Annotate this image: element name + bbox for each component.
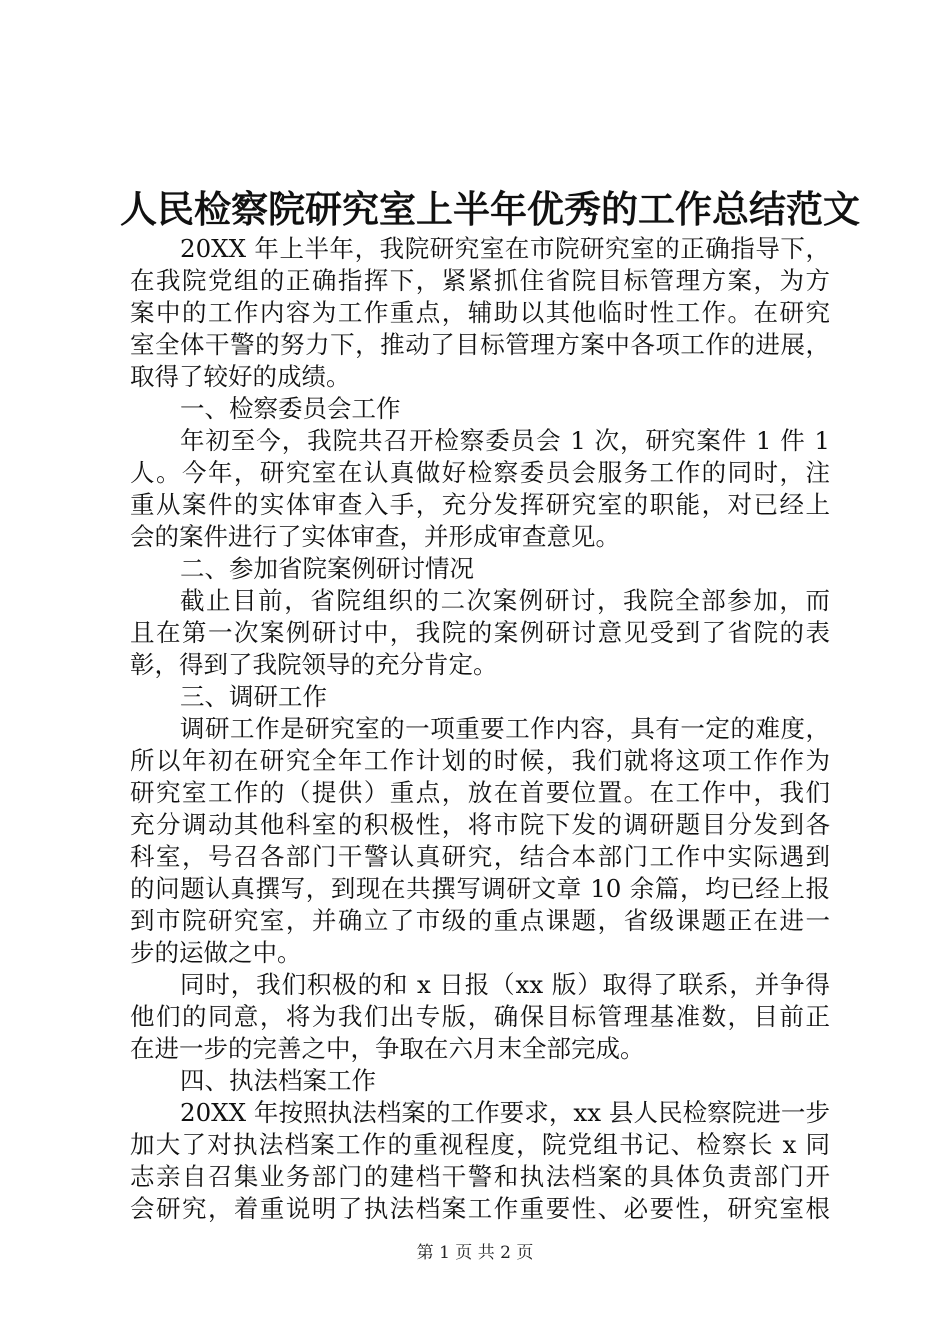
- paragraph-line: 科室，号召各部门干警认真研究，结合本部门工作中实际遇到: [130, 842, 830, 871]
- paragraph-line: 同时，我们积极的和 x 日报（xx 版）取得了联系，并争得: [180, 970, 830, 999]
- paragraph-line: 重从案件的实体审查入手，充分发挥研究室的职能，对已经上: [130, 490, 830, 519]
- paragraph-line: 他们的同意，将为我们出专版，确保目标管理基准数，目前正: [130, 1002, 830, 1031]
- paragraph-line: 会的案件进行了实体审查，并形成审查意见。: [130, 522, 620, 551]
- paragraph-line: 年初至今，我院共召开检察委员会 1 次，研究案件 1 件 1: [180, 426, 830, 455]
- paragraph-line: 且在第一次案例研讨中，我院的案例研讨意见受到了省院的表: [130, 618, 830, 647]
- section-heading: 一、检察委员会工作: [180, 394, 401, 423]
- paragraph-line: 加大了对执法档案工作的重视程度，院党组书记、检察长 x 同: [130, 1130, 830, 1159]
- paragraph-line: 人。今年，研究室在认真做好检察委员会服务工作的同时，注: [130, 458, 830, 487]
- paragraph-line: 20XX 年按照执法档案的工作要求，xx 县人民检察院进一步: [180, 1098, 830, 1127]
- paragraph-line: 步的运做之中。: [130, 938, 302, 967]
- section-heading: 三、调研工作: [180, 682, 327, 711]
- paragraph-line: 所以年初在研究全年工作计划的时候，我们就将这项工作作为: [130, 746, 830, 775]
- paragraph-line: 在进一步的完善之中，争取在六月末全部完成。: [130, 1034, 645, 1063]
- document-body: [130, 233, 830, 1225]
- paragraph-line: 截止目前，省院组织的二次案例研讨，我院全部参加，而: [180, 586, 830, 615]
- paragraph-line: 到市院研究室，并确立了市级的重点课题，省级课题正在进一: [130, 906, 830, 935]
- paragraph-line: 充分调动其他科室的积极性，将市院下发的调研题目分发到各: [130, 810, 830, 839]
- paragraph-line: 志亲自召集业务部门的建档干警和执法档案的具体负责部门开: [130, 1162, 830, 1191]
- paragraph-line: 室全体干警的努力下，推动了目标管理方案中各项工作的进展，: [130, 330, 830, 359]
- paragraph-line: 案中的工作内容为工作重点，辅助以其他临时性工作。在研究: [130, 298, 830, 327]
- paragraph-line: 研究室工作的（提供）重点，放在首要位置。在工作中，我们: [130, 778, 830, 807]
- paragraph-line: 调研工作是研究室的一项重要工作内容，具有一定的难度，: [180, 714, 830, 743]
- section-heading: 二、参加省院案例研讨情况: [180, 554, 474, 583]
- paragraph-line: 20XX 年上半年，我院研究室在市院研究室的正确指导下，: [180, 234, 830, 263]
- paragraph-line: 取得了较好的成绩。: [130, 362, 351, 391]
- section-heading: 四、执法档案工作: [180, 1066, 376, 1095]
- paragraph-line: 在我院党组的正确指挥下，紧紧抓住省院目标管理方案，为方: [130, 266, 830, 295]
- paragraph-line: 会研究，着重说明了执法档案工作重要性、必要性，研究室根: [130, 1194, 830, 1223]
- paragraph-line: 的问题认真撰写，到现在共撰写调研文章 10 余篇，均已经上报: [130, 874, 830, 903]
- page-number-footer: 第 1 页 共 2 页: [416, 1243, 534, 1263]
- document-title: 人民检察院研究室上半年优秀的工作总结范文: [120, 187, 860, 231]
- paragraph-line: 彰，得到了我院领导的充分肯定。: [130, 650, 498, 679]
